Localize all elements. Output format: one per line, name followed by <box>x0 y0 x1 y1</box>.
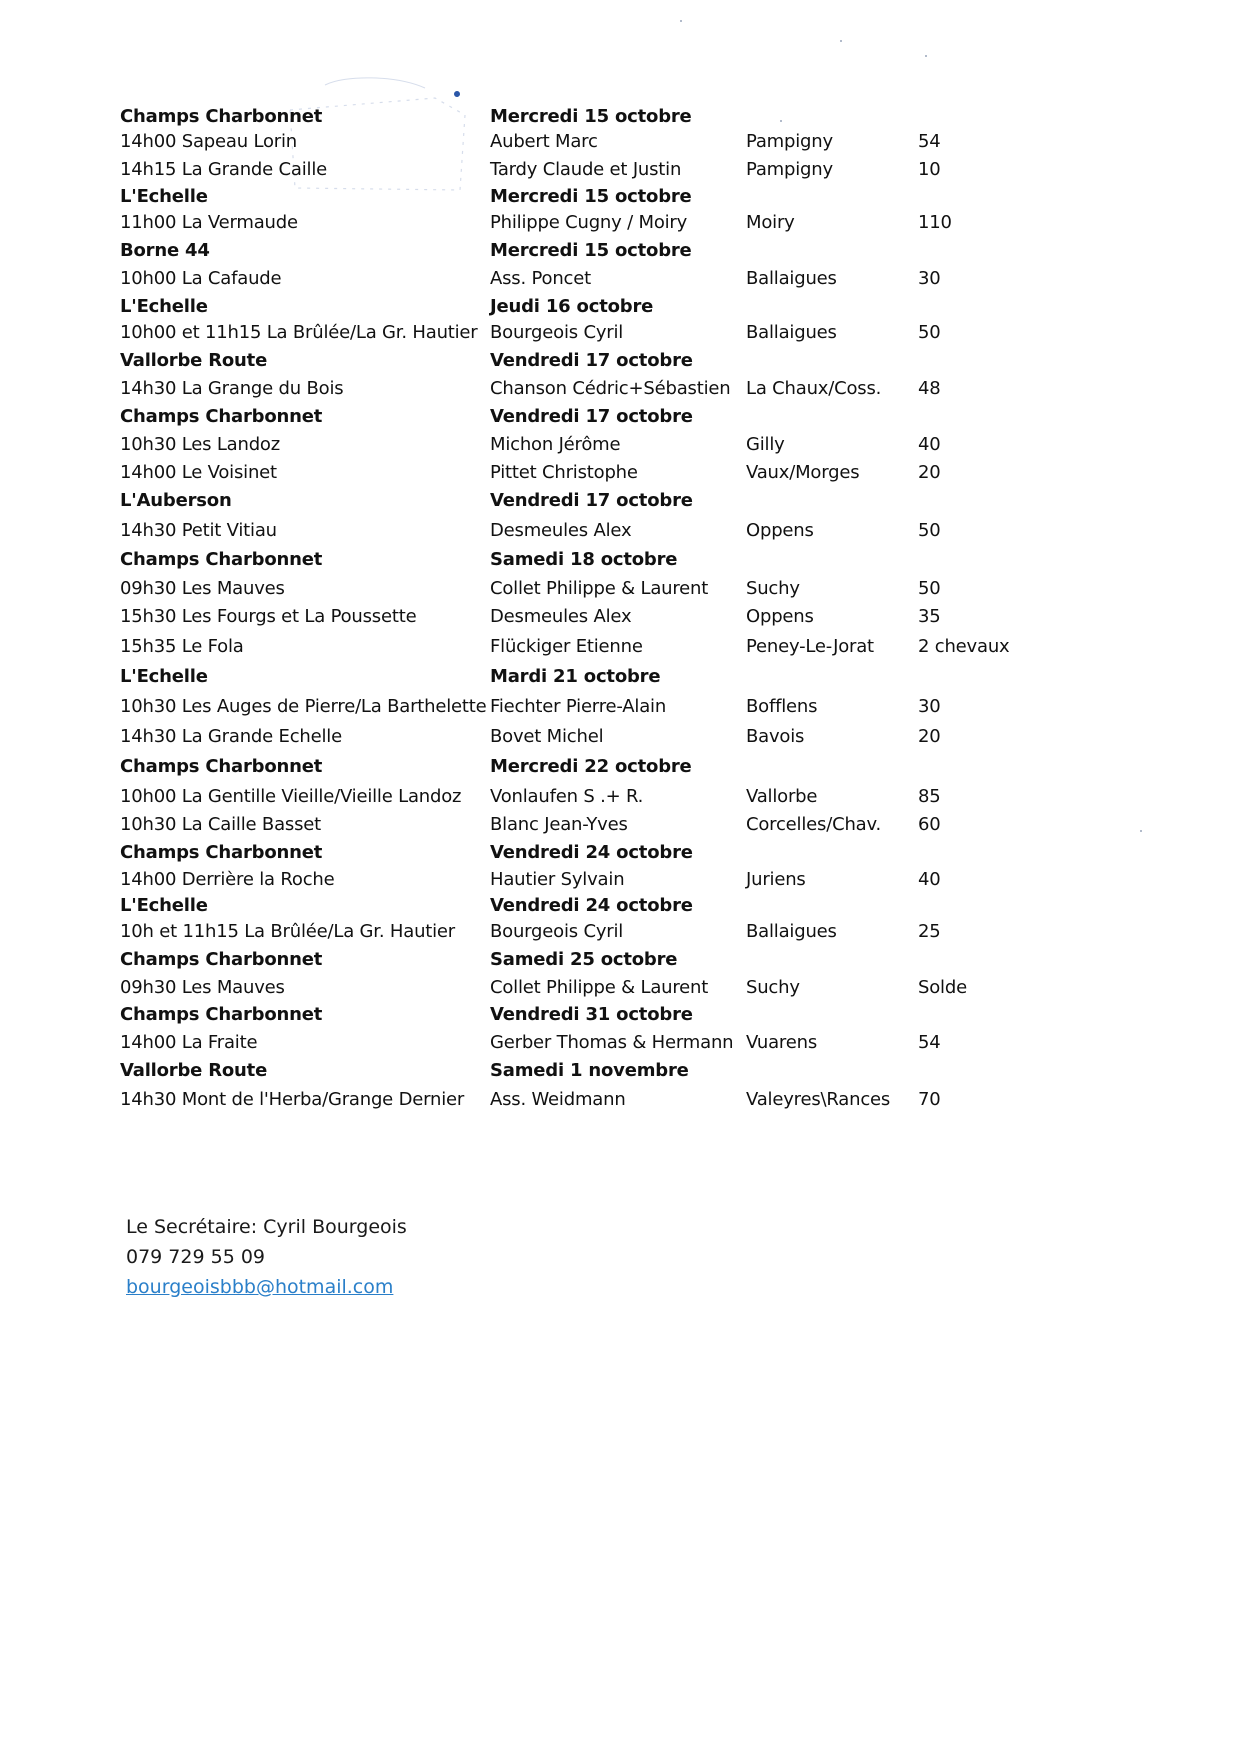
table-row <box>120 515 1028 545</box>
time-place-cell: 10h et 11h15 La Brûlée/La Gr. Hautier <box>120 920 456 942</box>
scan-speck <box>840 40 842 42</box>
table-row <box>120 917 1028 945</box>
date-heading: Samedi 25 octobre <box>490 948 678 970</box>
transport-schedule-table <box>120 104 1028 1114</box>
table-row <box>120 691 1028 721</box>
date-heading: Mercredi 15 octobre <box>490 239 692 261</box>
town-cell: Bavois <box>746 725 805 747</box>
quantity-cell: 54 <box>918 1031 941 1053</box>
quantity-cell: 48 <box>918 377 941 399</box>
time-place-cell: 10h30 La Caille Basset <box>120 814 321 835</box>
phone-number: 079 729 55 09 <box>126 1246 266 1268</box>
scan-speck <box>925 55 927 57</box>
table-row-header <box>120 346 1028 374</box>
location-heading: L'Echelle <box>120 665 208 687</box>
table-row-header <box>120 1001 1028 1028</box>
client-cell: Collet Philippe & Laurent <box>490 976 709 998</box>
town-cell: Vallorbe <box>746 785 818 807</box>
town-cell: Juriens <box>746 869 806 890</box>
town-cell: Moiry <box>746 212 795 233</box>
client-cell: Bourgeois Cyril <box>490 920 624 942</box>
town-cell: Valeyres\Rances <box>746 1088 891 1110</box>
table-row <box>120 264 1028 293</box>
time-place-cell: 14h00 Le Voisinet <box>120 462 277 483</box>
table-row-header <box>120 236 1028 264</box>
quantity-cell: 40 <box>918 869 941 890</box>
quantity-cell: 20 <box>918 462 941 483</box>
table-row <box>120 128 1028 155</box>
location-heading: L'Echelle <box>120 185 208 207</box>
client-cell: Flückiger Etienne <box>490 635 643 657</box>
time-place-cell: 10h00 La Cafaude <box>120 268 282 289</box>
table-row <box>120 631 1028 661</box>
quantity-cell: 50 <box>918 519 941 541</box>
quantity-cell: 35 <box>918 606 941 627</box>
location-heading: Champs Charbonnet <box>120 841 323 863</box>
town-cell: Gilly <box>746 434 785 455</box>
date-heading: Mardi 21 octobre <box>490 665 661 687</box>
table-row <box>120 781 1028 811</box>
town-cell: La Chaux/Coss. <box>746 377 882 399</box>
time-place-cell: 14h30 La Grange du Bois <box>120 377 344 399</box>
client-cell: Desmeules Alex <box>490 606 632 627</box>
location-heading: Champs Charbonnet <box>120 755 323 777</box>
town-cell: Vaux/Morges <box>746 462 860 483</box>
table-row-header <box>120 1056 1028 1084</box>
table-row <box>120 459 1028 486</box>
town-cell: Ballaigues <box>746 920 837 942</box>
quantity-cell: 70 <box>918 1088 941 1110</box>
quantity-cell: 30 <box>918 268 941 289</box>
client-cell: Ass. Weidmann <box>490 1088 626 1110</box>
table-row <box>120 721 1028 751</box>
quantity-cell: 10 <box>918 158 941 180</box>
table-row-header <box>120 486 1028 515</box>
date-heading: Vendredi 17 octobre <box>490 349 693 371</box>
quantity-cell: 50 <box>918 577 941 599</box>
date-heading: Vendredi 17 octobre <box>490 490 693 511</box>
date-heading: Vendredi 17 octobre <box>490 405 693 427</box>
quantity-cell: 40 <box>918 434 941 455</box>
time-place-cell: 14h00 La Fraite <box>120 1031 258 1053</box>
client-cell: Desmeules Alex <box>490 519 632 541</box>
table-row <box>120 602 1028 631</box>
quantity-cell: 50 <box>918 322 941 343</box>
time-place-cell: 15h35 Le Fola <box>120 635 244 657</box>
time-place-cell: 14h15 La Grande Caille <box>120 158 328 180</box>
table-row <box>120 1084 1028 1114</box>
time-place-cell: 14h30 Mont de l'Herba/Grange Dernier <box>120 1088 465 1110</box>
town-cell: Ballaigues <box>746 268 837 289</box>
signature-block <box>126 1212 407 1302</box>
table-row-header <box>120 893 1028 917</box>
time-place-cell: 09h30 Les Mauves <box>120 976 285 998</box>
quantity-cell: 110 <box>918 212 952 233</box>
client-cell: Chanson Cédric+Sébastien <box>490 377 731 399</box>
location-heading: Champs Charbonnet <box>120 1004 323 1025</box>
table-row-header <box>120 402 1028 430</box>
quantity-cell: 54 <box>918 131 941 152</box>
location-heading: Champs Charbonnet <box>120 405 323 427</box>
table-row <box>120 1028 1028 1056</box>
location-heading: Vallorbe Route <box>120 349 268 371</box>
time-place-cell: 10h00 et 11h15 La Brûlée/La Gr. Hautier <box>120 322 478 343</box>
quantity-cell: Solde <box>918 976 967 998</box>
client-cell: Philippe Cugny / Moiry <box>490 212 688 233</box>
client-cell: Hautier Sylvain <box>490 869 625 890</box>
time-place-cell: 14h30 La Grande Echelle <box>120 725 342 747</box>
table-row-header <box>120 945 1028 973</box>
scan-speck <box>680 20 682 22</box>
client-cell: Collet Philippe & Laurent <box>490 577 709 599</box>
table-row-header <box>120 293 1028 319</box>
table-row <box>120 811 1028 838</box>
table-row <box>120 430 1028 459</box>
town-cell: Corcelles/Chav. <box>746 814 882 835</box>
time-place-cell: 14h00 Derrière la Roche <box>120 869 335 890</box>
town-cell: Peney-Le-Jorat <box>746 635 874 657</box>
town-cell: Suchy <box>746 976 800 998</box>
table-row-header <box>120 838 1028 866</box>
time-place-cell: 15h30 Les Fourgs et La Poussette <box>120 606 417 627</box>
client-cell: Blanc Jean-Yves <box>490 814 628 835</box>
town-cell: Oppens <box>746 606 814 627</box>
town-cell: Suchy <box>746 577 800 599</box>
client-cell: Vonlaufen S .+ R. <box>490 785 644 807</box>
date-heading: Samedi 1 novembre <box>490 1059 689 1081</box>
time-place-cell: 10h30 Les Landoz <box>120 434 280 455</box>
date-heading: Mercredi 15 octobre <box>490 185 692 207</box>
town-cell: Vuarens <box>746 1031 817 1053</box>
table-row-header <box>120 183 1028 209</box>
location-heading: Champs Charbonnet <box>120 105 323 127</box>
quantity-cell: 30 <box>918 695 941 717</box>
table-row <box>120 866 1028 893</box>
town-cell: Pampigny <box>746 131 833 152</box>
date-heading: Mercredi 22 octobre <box>490 755 692 777</box>
location-heading: L'Echelle <box>120 894 208 916</box>
location-heading: Vallorbe Route <box>120 1059 268 1081</box>
time-place-cell: 14h30 Petit Vitiau <box>120 519 277 541</box>
client-cell: Fiechter Pierre-Alain <box>490 695 667 717</box>
town-cell: Bofflens <box>746 695 818 717</box>
town-cell: Oppens <box>746 519 814 541</box>
quantity-cell: 60 <box>918 814 941 835</box>
time-place-cell: 10h30 Les Auges de Pierre/La Barthelette <box>120 695 487 717</box>
email-link[interactable]: bourgeoisbbb@hotmail.com <box>126 1276 394 1298</box>
client-cell: Ass. Poncet <box>490 268 591 289</box>
table-row <box>120 973 1028 1001</box>
location-heading: Champs Charbonnet <box>120 948 323 970</box>
date-heading: Samedi 18 octobre <box>490 549 678 570</box>
date-heading: Vendredi 31 octobre <box>490 1004 693 1025</box>
location-heading: Borne 44 <box>120 239 210 261</box>
location-heading: L'Echelle <box>120 295 208 317</box>
table-row-header <box>120 661 1028 691</box>
client-cell: Aubert Marc <box>490 131 598 152</box>
date-heading: Mercredi 15 octobre <box>490 105 692 127</box>
quantity-cell: 85 <box>918 785 941 807</box>
location-heading: L'Auberson <box>120 490 232 511</box>
time-place-cell: 14h00 Sapeau Lorin <box>120 131 297 152</box>
client-cell: Tardy Claude et Justin <box>490 158 682 180</box>
quantity-cell: 25 <box>918 920 941 942</box>
location-heading: Champs Charbonnet <box>120 549 323 570</box>
scan-speck <box>1140 830 1142 832</box>
time-place-cell: 09h30 Les Mauves <box>120 577 285 599</box>
time-place-cell: 10h00 La Gentille Vieille/Vieille Landoz <box>120 785 462 807</box>
date-heading: Jeudi 16 octobre <box>490 295 654 317</box>
quantity-cell: 20 <box>918 725 941 747</box>
table-row-header <box>120 545 1028 574</box>
town-cell: Ballaigues <box>746 322 837 343</box>
table-row-header <box>120 104 1028 128</box>
client-cell: Gerber Thomas & Hermann <box>490 1031 734 1053</box>
quantity-cell: 2 chevaux <box>918 635 1010 657</box>
town-cell: Pampigny <box>746 158 833 180</box>
time-place-cell: 11h00 La Vermaude <box>120 212 298 233</box>
table-row <box>120 209 1028 236</box>
client-cell: Bovet Michel <box>490 725 604 747</box>
date-heading: Vendredi 24 octobre <box>490 841 693 863</box>
date-heading: Vendredi 24 octobre <box>490 894 693 916</box>
table-row <box>120 155 1028 183</box>
table-row <box>120 374 1028 402</box>
client-cell: Michon Jérôme <box>490 434 621 455</box>
secretary-line: Le Secrétaire: Cyril Bourgeois <box>126 1216 407 1238</box>
table-row <box>120 319 1028 346</box>
table-row-header <box>120 751 1028 781</box>
client-cell: Bourgeois Cyril <box>490 322 624 343</box>
client-cell: Pittet Christophe <box>490 462 638 483</box>
table-row <box>120 574 1028 602</box>
